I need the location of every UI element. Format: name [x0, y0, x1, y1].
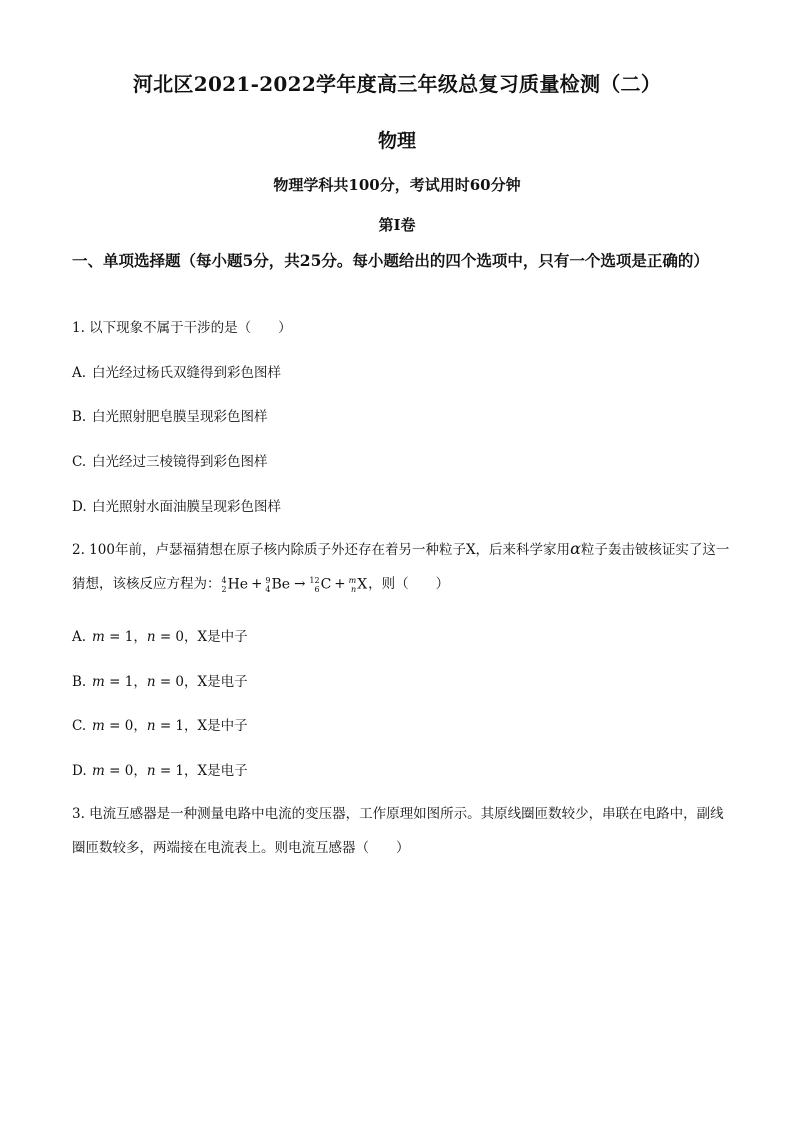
option-tail: ，X是电子: [184, 674, 248, 690]
subject-title: 物理: [377, 130, 416, 152]
beryllium-symbol: Be: [271, 576, 291, 593]
n-value: = 0: [159, 674, 185, 690]
carbon-symbol: C: [320, 576, 332, 593]
question-2-stem-part3: ，则（ ）: [368, 576, 450, 592]
n-value: = 1: [159, 763, 185, 779]
option-tail: ，X是电子: [184, 763, 248, 779]
volume-title: 第Ⅰ卷: [378, 216, 416, 234]
var-n: n: [146, 763, 156, 779]
question-2-option-c: [72, 714, 248, 734]
x-charge: n: [351, 584, 357, 594]
plus-sign: +: [334, 576, 346, 592]
x-symbol: X: [357, 576, 368, 593]
question-1-stem: 1. 以下现象不属于干涉的是（ ）: [72, 320, 292, 336]
helium-charge: 2: [221, 584, 227, 594]
var-n: n: [146, 718, 156, 734]
reaction-arrow: →: [294, 576, 306, 592]
m-value: = 1: [109, 674, 134, 690]
separator: ，: [133, 763, 147, 779]
helium-symbol: He: [227, 576, 249, 593]
var-m: m: [92, 718, 105, 734]
var-n: n: [146, 629, 156, 645]
carbon-mass: 12: [309, 575, 320, 585]
option-text: 白光经过杨氏双缝得到彩色图样: [92, 365, 281, 381]
question-2-option-b: [72, 670, 248, 690]
var-m: m: [92, 629, 105, 645]
option-letter: A.: [72, 629, 87, 645]
option-tail: ，X是中子: [184, 629, 248, 645]
nuclide-beryllium: [265, 567, 290, 602]
option-letter: B.: [72, 674, 87, 690]
carbon-charge: 6: [314, 584, 320, 594]
option-letter: D.: [72, 763, 87, 779]
m-value: = 1: [109, 629, 134, 645]
question-1-option-a: [72, 361, 281, 381]
question-2-option-a: [72, 625, 248, 645]
n-value: = 1: [159, 718, 185, 734]
section-heading: 一、单项选择题（每小题5分，共25分。每小题给出的四个选项中，只有一个选项是正确的）: [72, 251, 709, 270]
question-2-option-d: [72, 759, 248, 779]
option-tail: ，X是中子: [184, 718, 248, 734]
question-2-stem-part1: 2. 100年前，卢瑟福猜想在原子核内除质子外还存在着另一种粒子X，后来科学家用: [72, 542, 571, 558]
exam-info: 物理学科共100分，考试用时60分钟: [273, 176, 521, 194]
alpha-symbol: α: [570, 539, 581, 558]
beryllium-mass: 9: [265, 575, 271, 585]
question-1-option-c: [72, 450, 268, 470]
option-text: 白光经过三棱镜得到彩色图样: [92, 454, 268, 470]
nuclide-helium: [222, 567, 249, 602]
separator: ，: [133, 629, 147, 645]
m-value: = 0: [109, 763, 134, 779]
option-letter: D.: [72, 499, 87, 515]
n-value: = 0: [159, 629, 185, 645]
plus-sign: +: [251, 576, 263, 592]
option-letter: A.: [72, 365, 87, 381]
question-3-stem: 3. 电流互感器是一种测量电路中电流的变压器，工作原理如图所示。其原线圈匝数较少，串联在电路中，副线圈匝数较多，两端接在电流表上。则电流互感器（ ）: [72, 806, 724, 856]
option-text: 白光照射肥皂膜呈现彩色图样: [92, 409, 268, 425]
question-2-stem: [72, 532, 732, 602]
option-letter: C.: [72, 718, 87, 734]
var-n: n: [146, 674, 156, 690]
option-text: 白光照射水面油膜呈现彩色图样: [92, 499, 281, 515]
question-1-option-d: [72, 495, 281, 515]
separator: ，: [133, 674, 147, 690]
m-value: = 0: [109, 718, 134, 734]
question-1-option-b: [72, 405, 268, 425]
option-letter: C.: [72, 454, 87, 470]
x-mass: m: [348, 575, 357, 585]
separator: ，: [133, 718, 147, 734]
var-m: m: [92, 763, 105, 779]
var-m: m: [92, 674, 105, 690]
option-letter: B.: [72, 409, 87, 425]
nuclide-x: [349, 567, 368, 602]
question-2-stem-part2: 粒子轰击铍核证实了这一猜想，该核反应方程为：: [72, 542, 730, 592]
beryllium-charge: 4: [265, 584, 271, 594]
nuclide-carbon: [309, 567, 331, 602]
helium-mass: 4: [221, 575, 227, 585]
exam-title: 河北区2021-2022学年度高三年级总复习质量检测（二）: [132, 72, 662, 96]
